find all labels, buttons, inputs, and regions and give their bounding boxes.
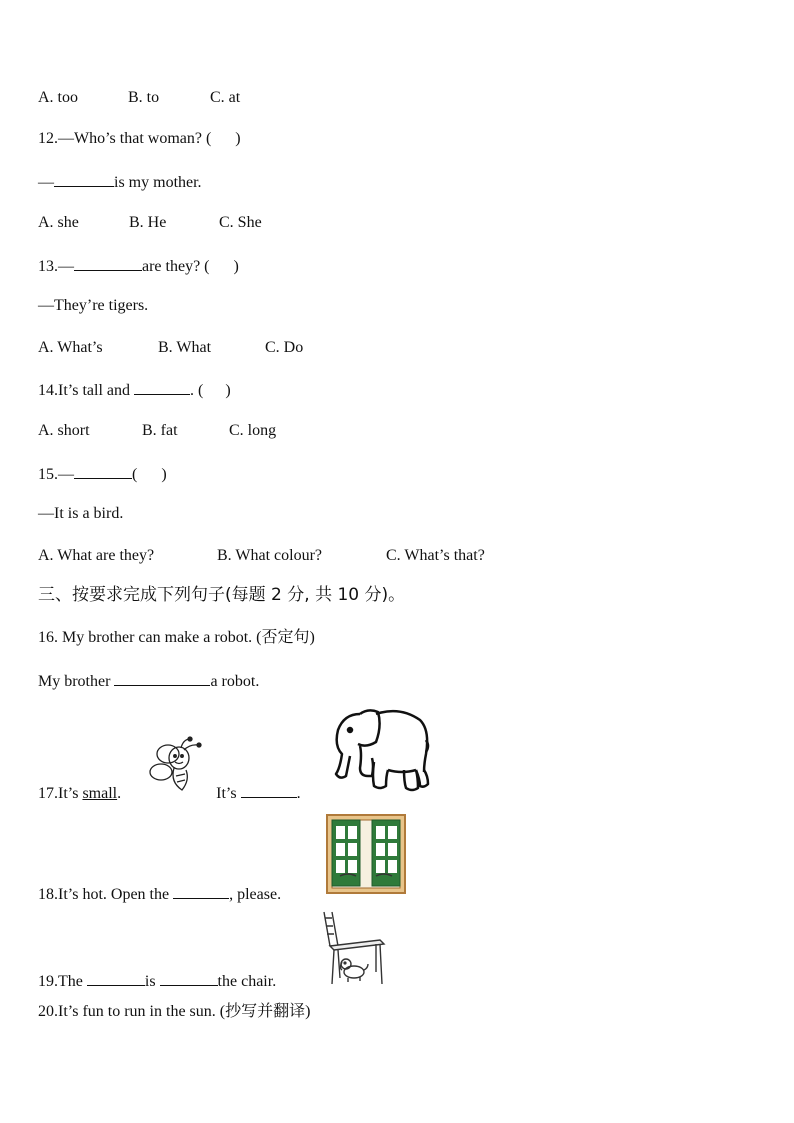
q11-option-c: C. at: [210, 89, 241, 106]
q15-paren-open: (: [132, 466, 138, 483]
q14-option-c: C. long: [229, 422, 277, 439]
q19-stem: [38, 970, 276, 992]
q18-blank[interactable]: [173, 883, 229, 899]
q13-number: 13.—: [38, 258, 74, 275]
q15-option-c: C. What’s that?: [386, 547, 485, 564]
q16-stem: 16. My brother can make a robot. (否定句): [38, 629, 315, 646]
q14-question-end: . (: [189, 382, 204, 399]
q16-answer: [38, 670, 259, 692]
q11-option-a: A. too: [38, 89, 78, 106]
q14-options: [38, 421, 276, 441]
q12-paren-close: ): [235, 130, 241, 147]
q14-stem: [38, 379, 231, 401]
q14-paren-close: ): [225, 382, 231, 399]
q12-option-c: C. She: [219, 214, 262, 231]
window-icon: [326, 814, 406, 894]
q13-option-b: B. What: [158, 339, 212, 356]
q17-pre2: It’s: [216, 785, 237, 802]
q12-reply-text: is my mother.: [114, 174, 202, 191]
q15-option-b: B. What colour?: [217, 547, 323, 564]
q17-post2: .: [296, 785, 301, 802]
q17-underlined-word: small: [82, 785, 118, 802]
q16-answer-pre: My brother: [38, 673, 111, 690]
q12-option-a: A. she: [38, 214, 79, 231]
q12-option-b: B. He: [129, 214, 167, 231]
q17-blank[interactable]: [241, 782, 297, 798]
chair-dog-icon: [320, 910, 386, 986]
q15-blank[interactable]: [74, 463, 132, 479]
q14-option-a: A. short: [38, 422, 90, 439]
q13-reply: —They’re tigers.: [38, 297, 149, 314]
q17-pre: 17.It’s: [38, 785, 79, 802]
q20-stem: 20.It’s fun to run in the sun. (抄写并翻译): [38, 1003, 311, 1020]
q18-post: , please.: [229, 886, 282, 903]
q13-options: [38, 338, 303, 358]
q13-stem: [38, 255, 239, 277]
q14-question: 14.It’s tall and: [38, 382, 130, 399]
q16-answer-post: a robot.: [210, 673, 260, 690]
q19-mid: is: [144, 973, 156, 990]
q17-dot: .: [117, 785, 122, 802]
q19-pre: 19.The: [38, 973, 83, 990]
q19-post: the chair.: [217, 973, 277, 990]
q16-blank[interactable]: [114, 670, 210, 686]
q13-blank[interactable]: [74, 255, 142, 271]
q15-options: [38, 546, 485, 566]
q15-reply: —It is a bird.: [38, 505, 124, 522]
q15-stem: [38, 463, 167, 485]
q15-option-a: A. What are they?: [38, 547, 155, 564]
q14-blank[interactable]: [134, 379, 190, 395]
q13-option-a: A. What’s: [38, 339, 103, 356]
q15-paren-close: ): [161, 466, 167, 483]
q11-options: [38, 88, 240, 108]
q18-stem: [38, 883, 281, 905]
q19-blank-1[interactable]: [87, 970, 145, 986]
q12-options: [38, 213, 262, 233]
elephant-icon: [330, 704, 434, 796]
q12-stem: [38, 129, 241, 149]
q12-question: 12.—Who’s that woman? (: [38, 130, 212, 147]
q14-option-b: B. fat: [142, 422, 178, 439]
section-3-title: 三、按要求完成下列句子(每题 2 分, 共 10 分)。: [38, 585, 406, 605]
bee-icon: [146, 736, 208, 796]
q13-option-c: C. Do: [265, 339, 304, 356]
q11-option-b: B. to: [128, 89, 160, 106]
q15-number: 15.—: [38, 466, 74, 483]
q18-pre: 18.It’s hot. Open the: [38, 886, 170, 903]
q13-paren-close: ): [233, 258, 239, 275]
q12-reply: [38, 171, 202, 193]
q13-question: are they? (: [142, 258, 210, 275]
q12-dash: —: [38, 174, 54, 191]
q19-blank-2[interactable]: [160, 970, 218, 986]
q12-blank[interactable]: [54, 171, 114, 187]
